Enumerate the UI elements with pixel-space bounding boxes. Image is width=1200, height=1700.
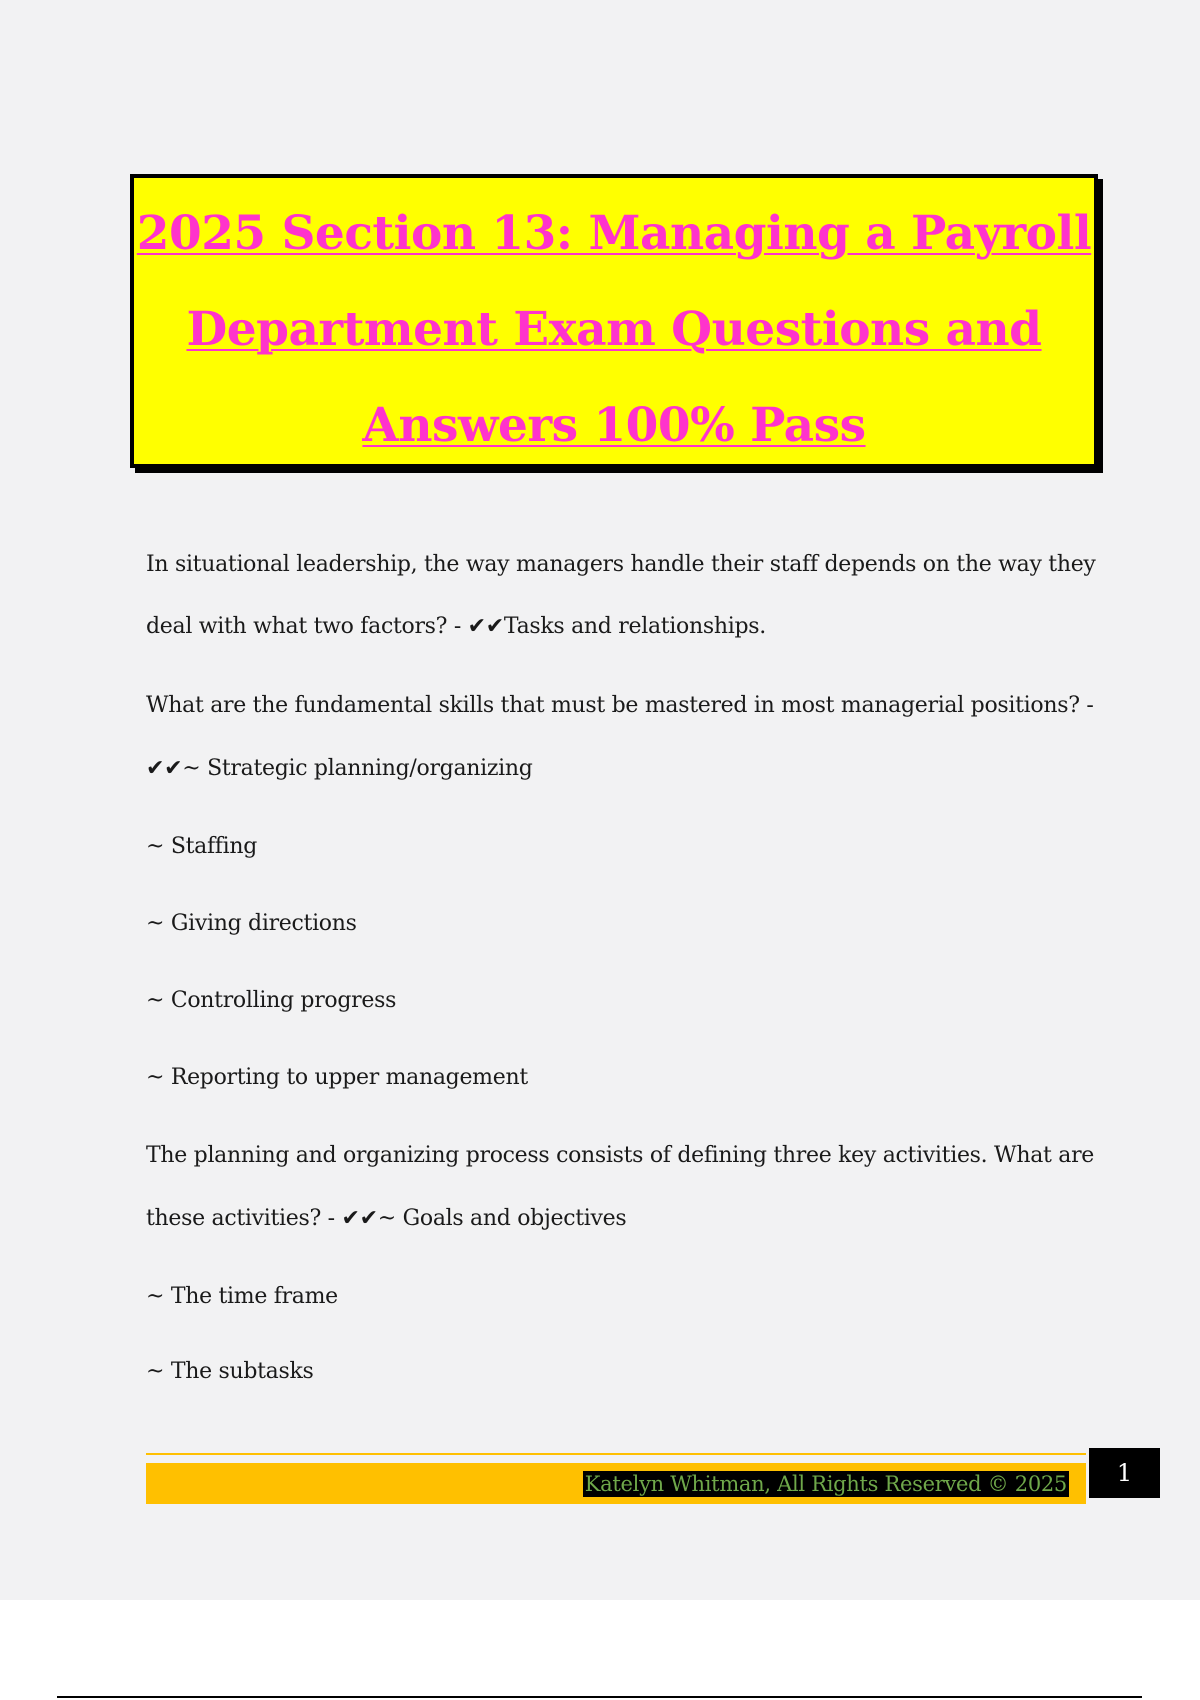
footer-bar (146, 1463, 1086, 1504)
body-line-question-1b: deal with what two factors? - ✔✔Tasks and relationships. (146, 614, 766, 639)
body-line-question-3b: these activities? - ✔✔~ Goals and objectives (146, 1206, 627, 1231)
body-line-answer-2c: ~ Giving directions (146, 911, 357, 936)
page-number: 1 (1089, 1448, 1160, 1498)
footer-copyright: Katelyn Whitman, All Rights Reserved © 2025 (584, 1472, 1067, 1496)
next-page-divider (57, 1696, 1142, 1698)
body-line-answer-2b: ~ Staffing (146, 834, 258, 859)
body-line-question-1a: In situational leadership, the way managers handle their staff depends on the way they (146, 552, 1096, 577)
body-line-answer-2d: ~ Controlling progress (146, 988, 397, 1013)
body-line-question-3a: The planning and organizing process consists of defining three key activities. What are (146, 1143, 1095, 1168)
body-line-answer-2a: ✔✔~ Strategic planning/organizing (146, 756, 533, 781)
footer-rule (146, 1453, 1086, 1455)
title-line-3: Answers 100% Pass (362, 398, 866, 453)
title-banner (130, 174, 1098, 468)
title-line-1: 2025 Section 13: Managing a Payroll (136, 206, 1092, 261)
title-line-2: Department Exam Questions and (186, 302, 1042, 357)
body-line-question-2a: What are the fundamental skills that must be mastered in most managerial positions? - (146, 693, 1094, 718)
body-line-answer-3c: ~ The subtasks (146, 1359, 314, 1384)
body-line-answer-3b: ~ The time frame (146, 1284, 338, 1309)
body-line-answer-2e: ~ Reporting to upper management (146, 1065, 528, 1090)
